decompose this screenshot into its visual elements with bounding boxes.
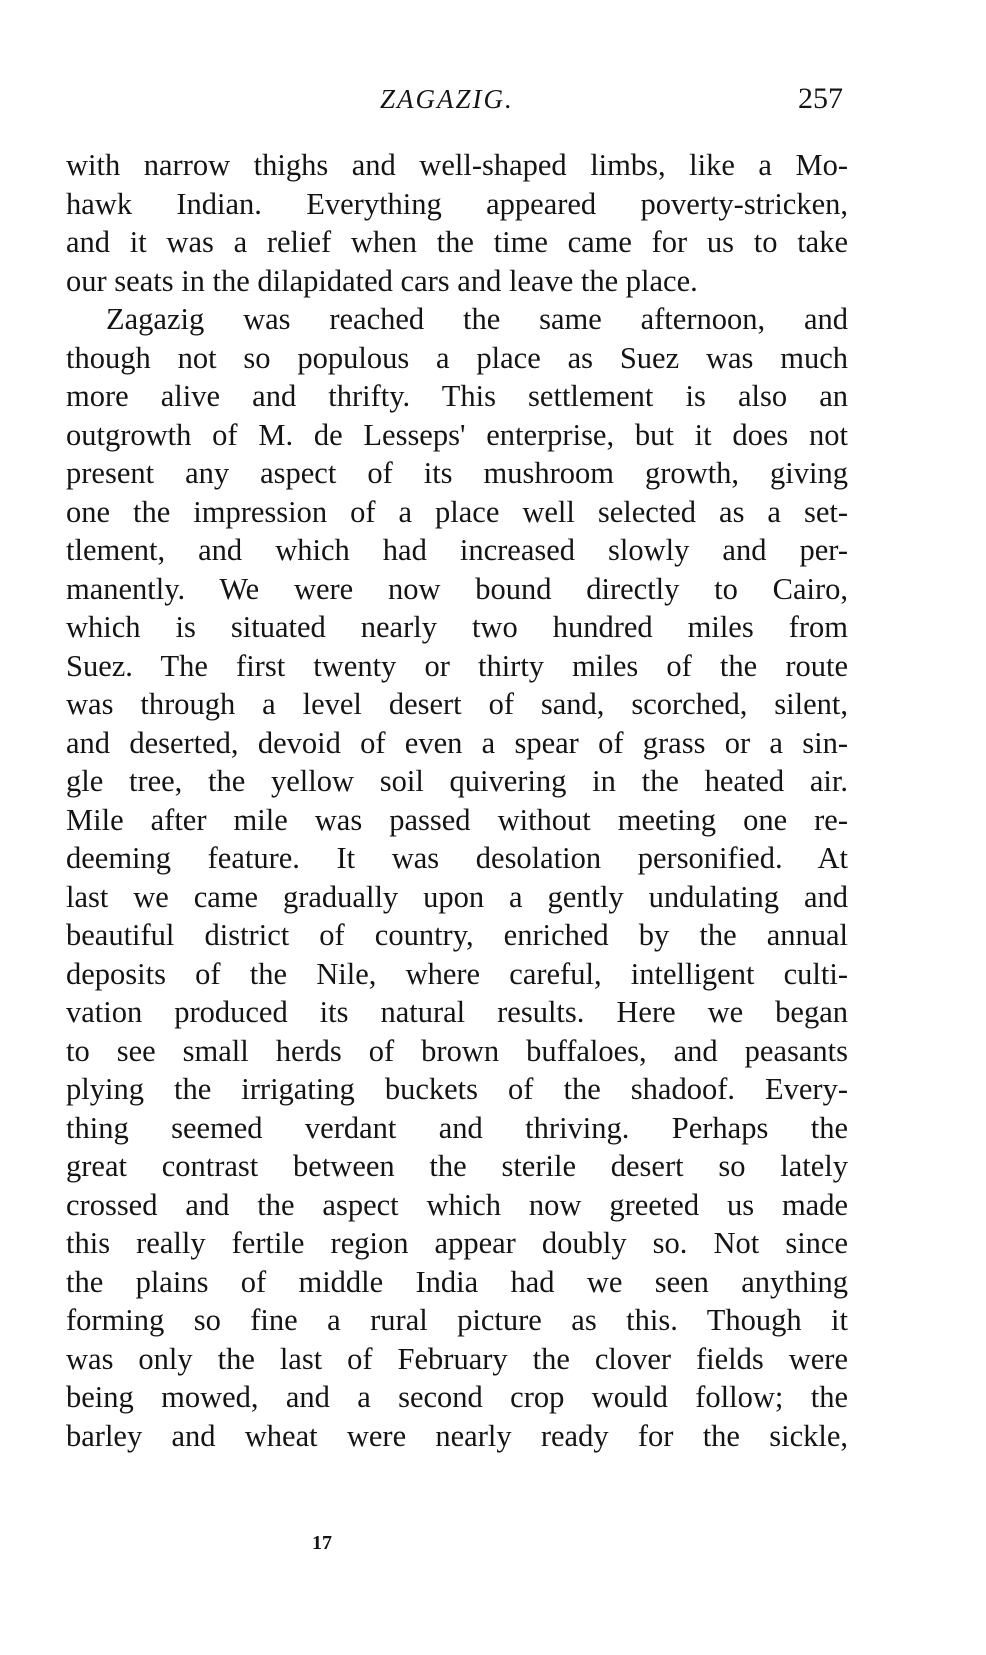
text-line: more alive and thrifty. This settlement is also an bbox=[66, 379, 848, 413]
text-line: one the impression of a place well selected as a set- bbox=[66, 494, 848, 529]
page-number: 257 bbox=[798, 82, 843, 115]
text-line: though not so populous a place as Suez was much bbox=[66, 340, 848, 375]
text-line: and deserted, devoid of even a spear of grass or a sin- bbox=[66, 725, 848, 760]
text-line: crossed and the aspect which now greeted us made bbox=[66, 1187, 848, 1222]
text-line: being mowed, and a second crop would follow; the bbox=[66, 1380, 848, 1414]
text-line: last we came gradually upon a gently undulating and bbox=[66, 879, 848, 914]
text-line: barley and wheat were nearly ready for the sickle, bbox=[66, 1418, 848, 1453]
text-line: thing seemed verdant and thriving. Perhaps the bbox=[66, 1110, 848, 1145]
running-head-title: ZAGAZIG. bbox=[380, 84, 514, 114]
text-line: this really fertile region appear doubly so. Not since bbox=[66, 1226, 848, 1260]
text-line: was through a level desert of sand, scorched, silent, bbox=[66, 687, 848, 721]
text-line: great contrast between the sterile desert so lately bbox=[66, 1149, 848, 1183]
text-line: with narrow thighs and well-shaped limbs, like a Mo- bbox=[66, 148, 848, 182]
text-line: was only the last of February the clover fields were bbox=[66, 1341, 848, 1376]
text-line: present any aspect of its mushroom growth, giving bbox=[66, 456, 848, 490]
text-line: the plains of middle India had we seen anything bbox=[66, 1264, 848, 1299]
body-text bbox=[66, 146, 848, 1455]
text-line: beautiful district of country, enriched by the annual bbox=[66, 918, 848, 952]
text-line: our seats in the dilapidated cars and leave the place. bbox=[66, 263, 698, 298]
text-line: hawk Indian. Everything appeared poverty-stricken, bbox=[66, 186, 848, 221]
text-line: vation produced its natural results. Here we began bbox=[66, 995, 848, 1029]
text-line: deposits of the Nile, where careful, intelligent culti- bbox=[66, 956, 848, 991]
text-line: manently. We were now bound directly to Cairo, bbox=[66, 571, 848, 606]
text-line: Suez. The first twenty or thirty miles of the route bbox=[66, 648, 848, 683]
text-line: Zagazig was reached the same afternoon, and bbox=[106, 302, 848, 336]
text-line: outgrowth of M. de Lesseps' enterprise, but it does not bbox=[66, 417, 848, 452]
text-line: and it was a relief when the time came for us to take bbox=[66, 225, 848, 259]
text-line: forming so fine a rural picture as this. Though it bbox=[66, 1303, 848, 1337]
text-line: deeming feature. It was desolation personified. At bbox=[66, 841, 848, 875]
text-line: tlement, and which had increased slowly and per- bbox=[66, 533, 848, 567]
signature-mark: 17 bbox=[312, 1532, 332, 1554]
text-line: plying the irrigating buckets of the shadoof. Every- bbox=[66, 1072, 848, 1106]
text-line: which is situated nearly two hundred miles from bbox=[66, 610, 848, 644]
text-line: to see small herds of brown buffaloes, and peasants bbox=[66, 1033, 848, 1068]
text-line: gle tree, the yellow soil quivering in the heated air. bbox=[66, 764, 848, 798]
text-line: Mile after mile was passed without meeting one re- bbox=[66, 802, 848, 837]
